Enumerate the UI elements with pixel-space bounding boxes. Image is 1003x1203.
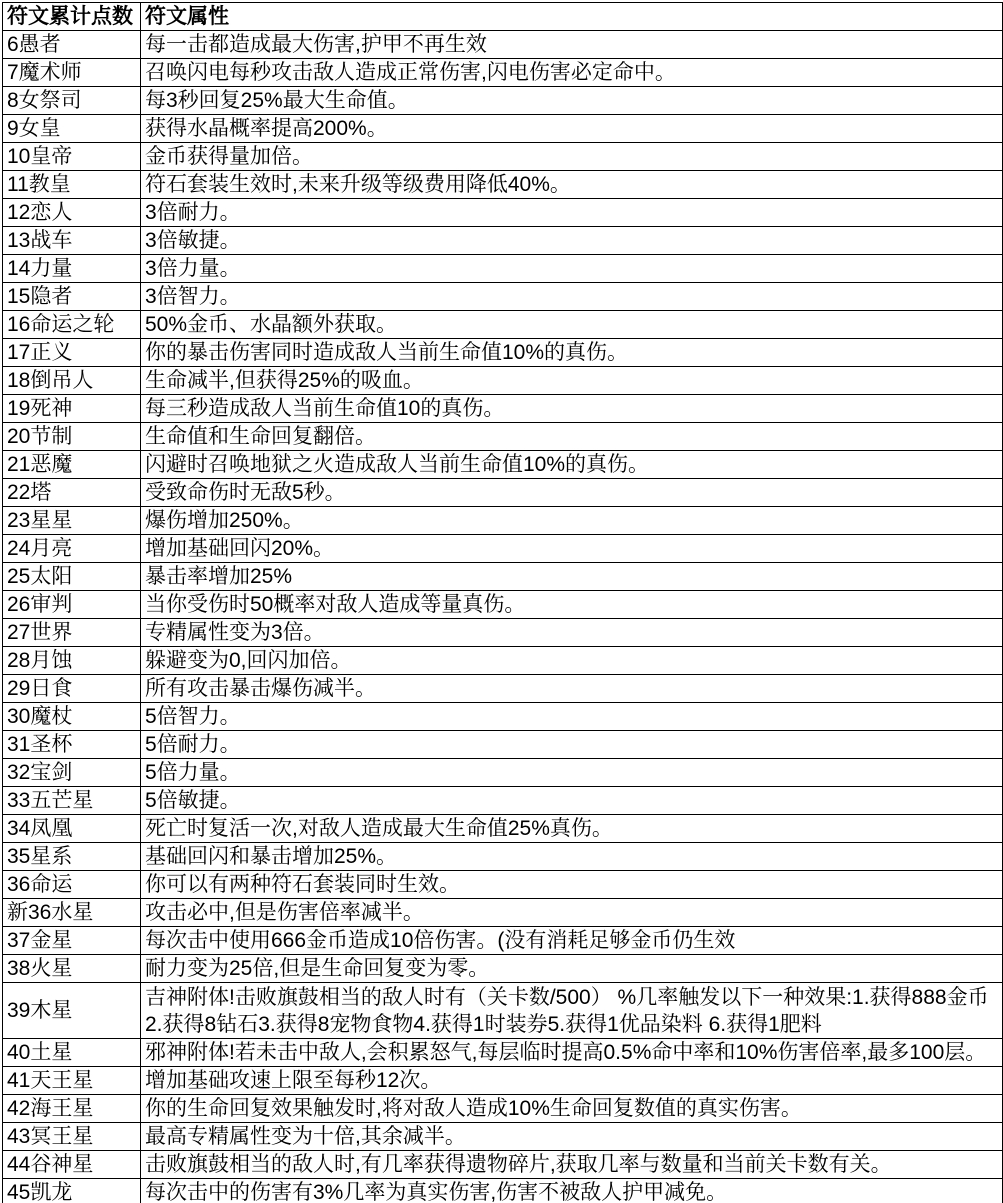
rune-attribute-cell: 增加基础回闪20%。 bbox=[141, 535, 1003, 563]
table-row bbox=[3, 647, 1003, 675]
rune-points-cell: 28月蚀 bbox=[3, 647, 141, 675]
rune-attribute-cell: 所有攻击暴击爆伤减半。 bbox=[141, 675, 1003, 703]
rune-attribute-cell: 5倍敏捷。 bbox=[141, 787, 1003, 815]
rune-points-cell: 43冥王星 bbox=[3, 1123, 141, 1151]
table-row bbox=[3, 1039, 1003, 1067]
table-row bbox=[3, 115, 1003, 143]
table-row bbox=[3, 563, 1003, 591]
rune-points-cell: 15隐者 bbox=[3, 283, 141, 311]
table-row bbox=[3, 787, 1003, 815]
table-row bbox=[3, 675, 1003, 703]
rune-points-cell: 20节制 bbox=[3, 423, 141, 451]
rune-attribute-cell: 爆伤增加250%。 bbox=[141, 507, 1003, 535]
rune-points-cell: 17正义 bbox=[3, 339, 141, 367]
rune-attribute-cell: 耐力变为25倍,但是生命回复变为零。 bbox=[141, 955, 1003, 983]
rune-attribute-cell: 基础回闪和暴击增加25%。 bbox=[141, 843, 1003, 871]
rune-points-cell: 19死神 bbox=[3, 395, 141, 423]
rune-attribute-cell: 每次击中使用666金币造成10倍伤害。(没有消耗足够金币仍生效 bbox=[141, 927, 1003, 955]
rune-points-cell: 34凤凰 bbox=[3, 815, 141, 843]
table-row bbox=[3, 619, 1003, 647]
rune-attribute-cell: 3倍力量。 bbox=[141, 255, 1003, 283]
table-row bbox=[3, 283, 1003, 311]
rune-table bbox=[2, 2, 1003, 1203]
rune-attribute-cell: 符石套装生效时,未来升级等级费用降低40%。 bbox=[141, 171, 1003, 199]
rune-points-cell: 41天王星 bbox=[3, 1067, 141, 1095]
table-row bbox=[3, 759, 1003, 787]
table-row bbox=[3, 423, 1003, 451]
rune-points-cell: 26审判 bbox=[3, 591, 141, 619]
rune-attribute-cell: 暴击率增加25% bbox=[141, 563, 1003, 591]
rune-attribute-cell: 死亡时复活一次,对敌人造成最大生命值25%真伤。 bbox=[141, 815, 1003, 843]
table-row bbox=[3, 255, 1003, 283]
table-row bbox=[3, 1095, 1003, 1123]
rune-points-cell: 42海王星 bbox=[3, 1095, 141, 1123]
rune-points-cell: 8女祭司 bbox=[3, 87, 141, 115]
rune-points-cell: 23星星 bbox=[3, 507, 141, 535]
rune-points-cell: 40土星 bbox=[3, 1039, 141, 1067]
table-row bbox=[3, 731, 1003, 759]
rune-attribute-cell: 每一击都造成最大伤害,护甲不再生效 bbox=[141, 31, 1003, 59]
table-row bbox=[3, 199, 1003, 227]
rune-attribute-cell: 金币获得量加倍。 bbox=[141, 143, 1003, 171]
rune-attribute-cell: 你的暴击伤害同时造成敌人当前生命值10%的真伤。 bbox=[141, 339, 1003, 367]
table-row bbox=[3, 927, 1003, 955]
rune-points-cell: 44谷神星 bbox=[3, 1151, 141, 1179]
rune-attribute-cell: 每三秒造成敌人当前生命值10的真伤。 bbox=[141, 395, 1003, 423]
table-row bbox=[3, 479, 1003, 507]
rune-attribute-cell: 受致命伤时无敌5秒。 bbox=[141, 479, 1003, 507]
rune-points-cell: 13战车 bbox=[3, 227, 141, 255]
rune-attribute-cell: 你的生命回复效果触发时,将对敌人造成10%生命回复数值的真实伤害。 bbox=[141, 1095, 1003, 1123]
rune-attribute-cell: 生命减半,但获得25%的吸血。 bbox=[141, 367, 1003, 395]
table-row bbox=[3, 451, 1003, 479]
table-row bbox=[3, 1179, 1003, 1203]
rune-points-cell: 36命运 bbox=[3, 871, 141, 899]
rune-points-cell: 45凯龙 bbox=[3, 1179, 141, 1203]
table-row bbox=[3, 227, 1003, 255]
header-row bbox=[3, 3, 1003, 31]
rune-attribute-cell: 吉神附体!击败旗鼓相当的敌人时有（关卡数/500） %几率触发以下一种效果:1.获得888金币2.获得8钻石3.获得8宠物食物4.获得1时装券5.获得1优品染料 6.获得1肥料 bbox=[141, 983, 1003, 1039]
rune-points-cell: 32宝剑 bbox=[3, 759, 141, 787]
rune-attribute-cell: 闪避时召唤地狱之火造成敌人当前生命值10%的真伤。 bbox=[141, 451, 1003, 479]
rune-attribute-cell: 攻击必中,但是伤害倍率减半。 bbox=[141, 899, 1003, 927]
table-row bbox=[3, 1123, 1003, 1151]
rune-attribute-cell: 5倍耐力。 bbox=[141, 731, 1003, 759]
rune-attribute-cell: 你可以有两种符石套装同时生效。 bbox=[141, 871, 1003, 899]
table-row bbox=[3, 507, 1003, 535]
rune-attribute-cell: 3倍耐力。 bbox=[141, 199, 1003, 227]
table-row bbox=[3, 339, 1003, 367]
rune-points-cell: 新36水星 bbox=[3, 899, 141, 927]
table-row bbox=[3, 871, 1003, 899]
rune-points-cell: 30魔杖 bbox=[3, 703, 141, 731]
rune-attribute-cell: 当你受伤时50概率对敌人造成等量真伤。 bbox=[141, 591, 1003, 619]
rune-attribute-cell: 每3秒回复25%最大生命值。 bbox=[141, 87, 1003, 115]
table-row bbox=[3, 899, 1003, 927]
rune-points-cell: 10皇帝 bbox=[3, 143, 141, 171]
rune-attribute-cell: 专精属性变为3倍。 bbox=[141, 619, 1003, 647]
rune-attribute-cell: 5倍力量。 bbox=[141, 759, 1003, 787]
table-row bbox=[3, 843, 1003, 871]
table-row bbox=[3, 815, 1003, 843]
rune-attribute-cell: 邪神附体!若未击中敌人,会积累怒气,每层临时提高0.5%命中率和10%伤害倍率,最多100层。 bbox=[141, 1039, 1003, 1067]
table-row bbox=[3, 171, 1003, 199]
table-row bbox=[3, 59, 1003, 87]
rune-attribute-cell: 生命值和生命回复翻倍。 bbox=[141, 423, 1003, 451]
rune-attribute-cell: 5倍智力。 bbox=[141, 703, 1003, 731]
rune-attribute-cell: 躲避变为0,回闪加倍。 bbox=[141, 647, 1003, 675]
rune-points-cell: 7魔术师 bbox=[3, 59, 141, 87]
rune-points-cell: 37金星 bbox=[3, 927, 141, 955]
rune-points-cell: 31圣杯 bbox=[3, 731, 141, 759]
rune-points-cell: 33五芒星 bbox=[3, 787, 141, 815]
column-header-rune-attribute: 符文属性 bbox=[141, 3, 1003, 31]
rune-attribute-cell: 增加基础攻速上限至每秒12次。 bbox=[141, 1067, 1003, 1095]
rune-attribute-cell: 召唤闪电每秒攻击敌人造成正常伤害,闪电伤害必定命中。 bbox=[141, 59, 1003, 87]
rune-points-cell: 38火星 bbox=[3, 955, 141, 983]
table-row bbox=[3, 31, 1003, 59]
rune-points-cell: 14力量 bbox=[3, 255, 141, 283]
table-row bbox=[3, 703, 1003, 731]
rune-attribute-cell: 击败旗鼓相当的敌人时,有几率获得遗物碎片,获取几率与数量和当前关卡数有关。 bbox=[141, 1151, 1003, 1179]
table-row bbox=[3, 1151, 1003, 1179]
rune-points-cell: 6愚者 bbox=[3, 31, 141, 59]
rune-points-cell: 39木星 bbox=[3, 983, 141, 1039]
column-header-rune-points: 符文累计点数 bbox=[3, 3, 141, 31]
table-row bbox=[3, 311, 1003, 339]
rune-points-cell: 25太阳 bbox=[3, 563, 141, 591]
rune-attribute-cell: 3倍智力。 bbox=[141, 283, 1003, 311]
table-row bbox=[3, 591, 1003, 619]
rune-points-cell: 11教皇 bbox=[3, 171, 141, 199]
rune-points-cell: 18倒吊人 bbox=[3, 367, 141, 395]
table-row bbox=[3, 395, 1003, 423]
rune-points-cell: 27世界 bbox=[3, 619, 141, 647]
rune-points-cell: 22塔 bbox=[3, 479, 141, 507]
table-row bbox=[3, 367, 1003, 395]
rune-attribute-cell: 获得水晶概率提高200%。 bbox=[141, 115, 1003, 143]
table-row bbox=[3, 535, 1003, 563]
rune-attribute-cell: 最高专精属性变为十倍,其余减半。 bbox=[141, 1123, 1003, 1151]
rune-attribute-cell: 每次击中的伤害有3%几率为真实伤害,伤害不被敌人护甲减免。 bbox=[141, 1179, 1003, 1203]
rune-points-cell: 29日食 bbox=[3, 675, 141, 703]
table-row bbox=[3, 983, 1003, 1039]
table-row bbox=[3, 87, 1003, 115]
rune-points-cell: 35星系 bbox=[3, 843, 141, 871]
rune-points-cell: 12恋人 bbox=[3, 199, 141, 227]
table-row bbox=[3, 1067, 1003, 1095]
rune-points-cell: 16命运之轮 bbox=[3, 311, 141, 339]
table-row bbox=[3, 143, 1003, 171]
rune-points-cell: 9女皇 bbox=[3, 115, 141, 143]
rune-attribute-cell: 3倍敏捷。 bbox=[141, 227, 1003, 255]
table-row bbox=[3, 955, 1003, 983]
rune-points-cell: 21恶魔 bbox=[3, 451, 141, 479]
rune-points-cell: 24月亮 bbox=[3, 535, 141, 563]
rune-attribute-cell: 50%金币、水晶额外获取。 bbox=[141, 311, 1003, 339]
